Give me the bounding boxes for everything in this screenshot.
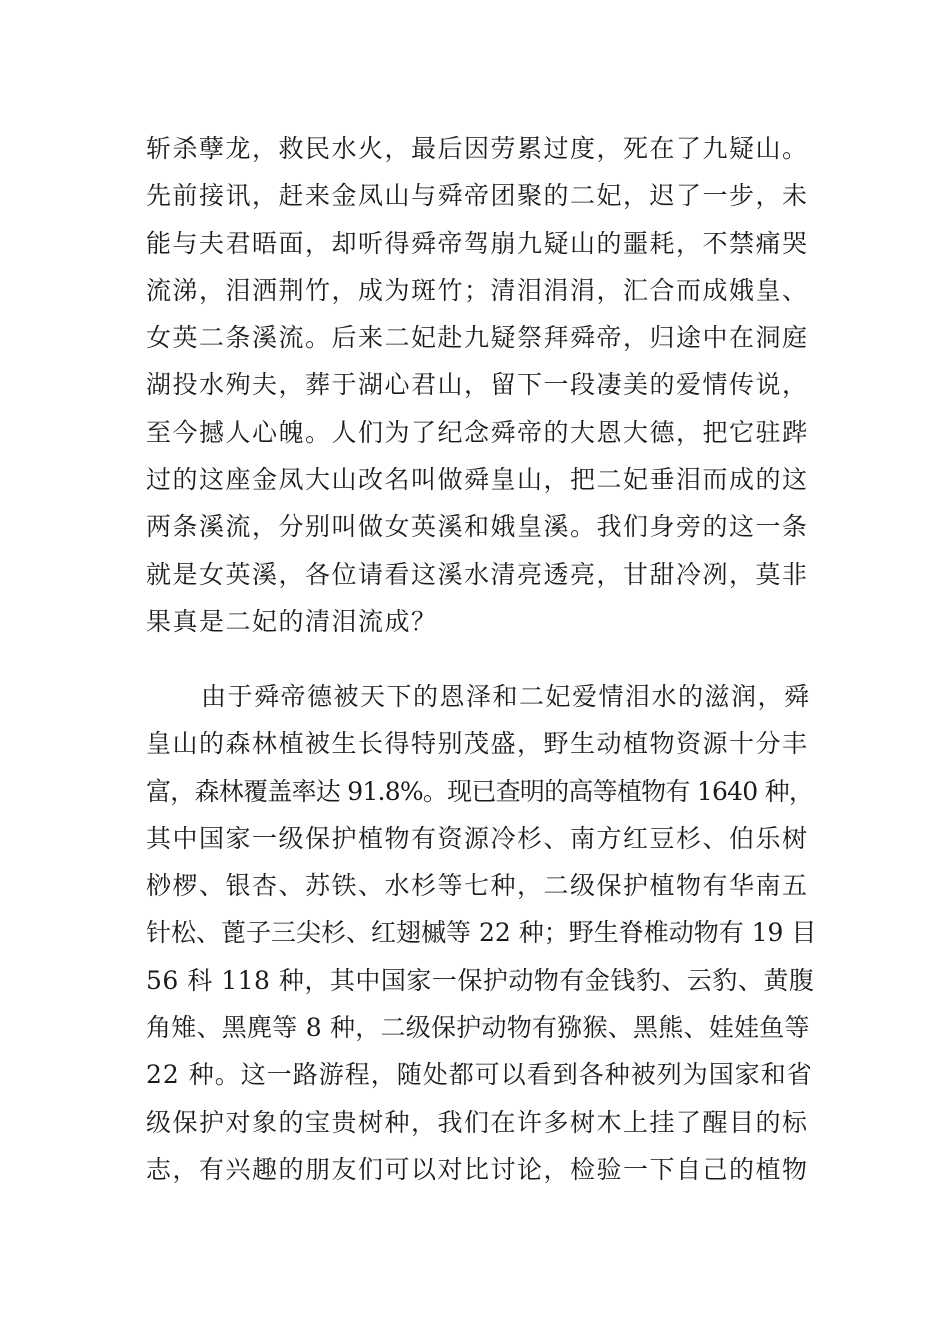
paragraph-line: 22 种。这一路游程，随处都可以看到各种被列为国家和省	[146, 1060, 813, 1090]
paragraph-line: 其中国家一级保护植物有资源冷杉、南方红豆杉、伯乐树	[146, 823, 809, 853]
paragraph-line: 56 科 118 种，其中国家一保护动物有金钱豹、云豹、黄腹	[146, 965, 815, 995]
paragraph-line: 果真是二妃的清泪流成？	[146, 606, 438, 636]
paragraph-line: 至今撼人心魄。人们为了纪念舜帝的大恩大德，把它驻跸	[146, 417, 809, 447]
paragraph-line: 级保护对象的宝贵树种，我们在许多树木上挂了醒目的标	[146, 1107, 809, 1137]
paragraph-line: 桫椤、银杏、苏铁、水杉等七种，二级保护植物有华南五	[146, 871, 809, 901]
paragraph-line: 女英二条溪流。后来二妃赴九疑祭拜舜帝，归途中在洞庭	[146, 323, 809, 353]
paragraph-line: 过的这座金凤大山改名叫做舜皇山，把二妃垂泪而成的这	[146, 465, 809, 495]
paragraph-line: 先前接讯，赶来金凤山与舜帝团聚的二妃，迟了一步，未	[146, 181, 809, 211]
paragraph-line: 角雉、黑麂等 8 种，二级保护动物有猕猴、黑熊、娃娃鱼等	[146, 1013, 810, 1043]
paragraph-line: 志，有兴趣的朋友们可以对比讨论，检验一下自己的植物	[146, 1154, 809, 1184]
paragraph-line: 斩杀孽龙，救民水火，最后因劳累过度，死在了九疑山。	[146, 134, 809, 163]
paragraph-line: 流涕，泪洒荆竹，成为斑竹；清泪涓涓，汇合而成娥皇、	[146, 275, 809, 305]
paragraph-line: 皇山的森林植被生长得特别茂盛，野生动植物资源十分丰	[146, 729, 809, 759]
paragraph-line: 湖投水殉夫，葬于湖心君山，留下一段凄美的爱情传说，	[146, 370, 809, 400]
paragraph-line: 由于舜帝德被天下的恩泽和二妃爱情泪水的滋润，舜	[201, 682, 811, 711]
paragraph-1	[146, 125, 816, 645]
paragraph-2	[146, 673, 816, 1193]
paragraph-line: 两条溪流，分别叫做女英溪和娥皇溪。我们身旁的这一条	[146, 512, 809, 542]
paragraph-line: 针松、蓖子三尖杉、红翅槭等 22 种；野生脊椎动物有 19 目	[146, 918, 817, 948]
paragraph-line: 就是女英溪，各位请看这溪水清亮透亮，甘甜冷冽，莫非	[146, 559, 809, 589]
paragraph-line: 富，森林覆盖率达 91.8%。现已查明的高等植物有 1640 种，	[146, 776, 814, 806]
paragraph-line: 能与夫君晤面，却听得舜帝驾崩九疑山的噩耗，不禁痛哭	[146, 228, 809, 258]
